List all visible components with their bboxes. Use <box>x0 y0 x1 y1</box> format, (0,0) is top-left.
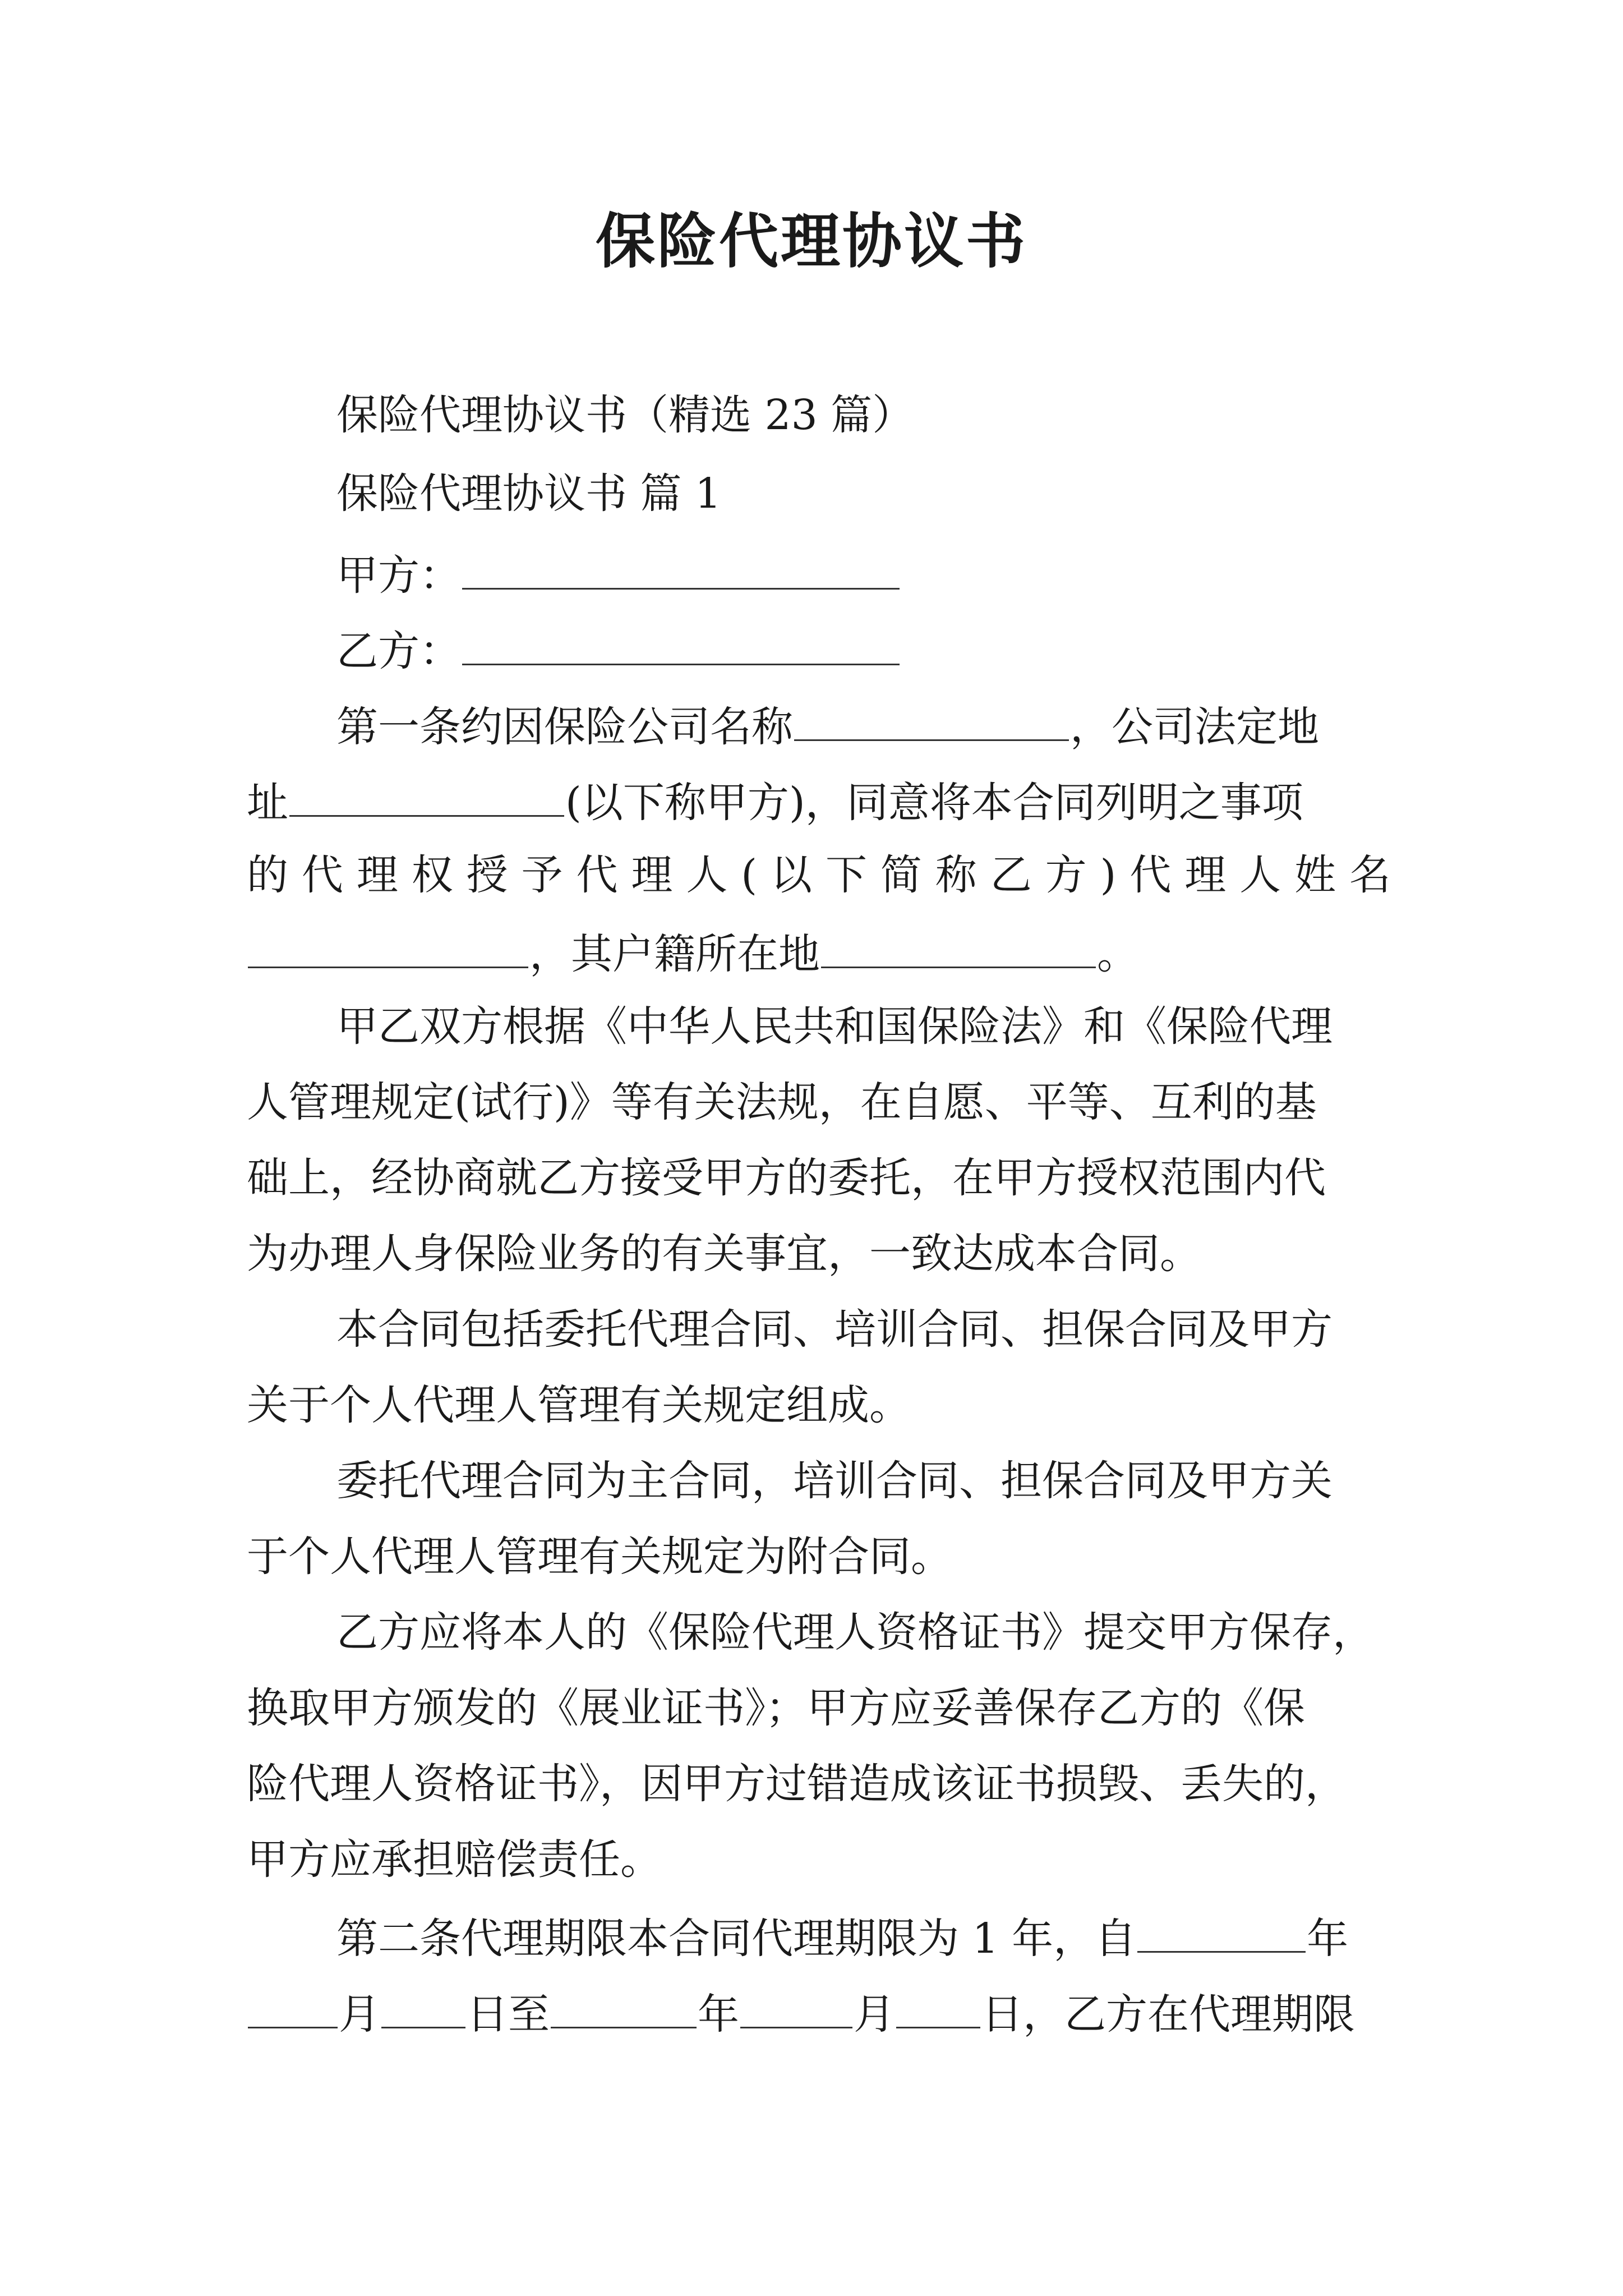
article1-text: (以下称甲方)，同意将本合同列明之事项 <box>565 779 1303 827</box>
agent-name-blank[interactable] <box>248 923 528 968</box>
party-b-line <box>336 620 1391 679</box>
subtitle-line: 保险代理协议书（精选 23 篇） <box>336 391 914 439</box>
paragraph-line: 础上，经协商就乙方接受甲方的委托，在甲方授权范围内代 <box>247 1154 1326 1202</box>
article1-line1 <box>336 696 1391 755</box>
article1-line2 <box>247 771 1391 831</box>
party-a-blank[interactable] <box>462 544 900 590</box>
end-month-blank[interactable] <box>740 1983 852 2028</box>
article2-text: 日至 <box>467 1990 550 2039</box>
paragraph-line: 关于个人代理人管理有关规定组成。 <box>247 1381 911 1429</box>
paragraph-line: 乙方应将本人的《保险代理人资格证书》提交甲方保存， <box>336 1608 1374 1657</box>
paragraph-line: 为办理人身保险业务的有关事宜，一致达成本合同。 <box>247 1230 1201 1278</box>
company-name-blank[interactable] <box>794 696 1069 741</box>
article1-line3: 的代理权授予代理人(以下简称乙方)代理人姓名 <box>247 851 1391 899</box>
paragraph-line: 甲方应承担赔偿责任。 <box>247 1835 662 1884</box>
paragraph-line: 本合同包括委托代理合同、培训合同、担保合同及甲方 <box>336 1305 1332 1354</box>
article1-text: ，其户籍所在地 <box>529 930 820 978</box>
article1-text: 址 <box>247 779 288 827</box>
party-b-label: 乙方： <box>336 627 461 675</box>
article1-text: 第一条约因保险公司名称 <box>336 703 793 751</box>
paragraph-line: 换取甲方颁发的《展业证书》；甲方应妥善保存乙方的《保 <box>247 1684 1305 1732</box>
article2-text: 日，乙方在代理期限 <box>981 1990 1355 2039</box>
section-heading: 保险代理协议书 篇 1 <box>336 470 722 518</box>
article2-text: 年 <box>698 1990 739 2039</box>
party-a-label: 甲方： <box>336 551 461 600</box>
article2-text: 第二条代理期限本合同代理期限为 1 年，自 <box>336 1915 1137 1963</box>
household-location-blank[interactable] <box>821 923 1096 968</box>
document-title: 保险代理协议书 <box>596 206 1027 276</box>
article2-text: 月 <box>854 1990 895 2039</box>
start-day-blank[interactable] <box>381 1983 465 2028</box>
article2-line1 <box>336 1907 1391 1967</box>
paragraph-line: 委托代理合同为主合同，培训合同、担保合同及甲方关 <box>336 1457 1332 1505</box>
company-address-blank[interactable] <box>289 771 564 817</box>
party-b-blank[interactable] <box>462 620 900 665</box>
party-a-line <box>336 544 1391 604</box>
article2-text: 月 <box>339 1990 380 2039</box>
article1-text: ，公司法定地 <box>1070 703 1319 751</box>
start-year-blank[interactable] <box>1137 1907 1306 1953</box>
end-day-blank[interactable] <box>896 1983 980 2028</box>
paragraph-line: 人管理规定(试行)》等有关法规，在自愿、平等、互利的基 <box>247 1078 1317 1126</box>
article2-line2 <box>247 1983 1391 2042</box>
article2-text: 年 <box>1307 1915 1349 1963</box>
paragraph-line: 于个人代理人管理有关规定为附合同。 <box>247 1533 952 1581</box>
article1-text: 。 <box>1097 930 1138 978</box>
article1-line4 <box>247 923 1391 982</box>
start-month-blank[interactable] <box>248 1983 338 2028</box>
paragraph-line: 险代理人资格证书》，因甲方过错造成该证书损毁、丢失的， <box>247 1760 1347 1808</box>
paragraph-line: 甲乙双方根据《中华人民共和国保险法》和《保险代理 <box>336 1002 1332 1051</box>
end-year-blank[interactable] <box>551 1983 697 2028</box>
